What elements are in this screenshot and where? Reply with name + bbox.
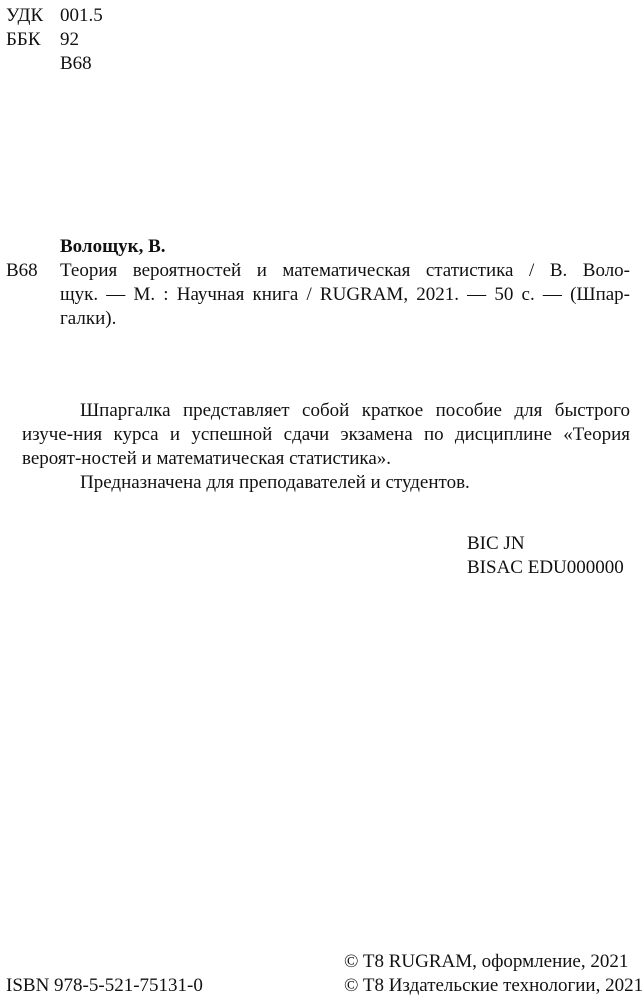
- copyright-line: © T8 RUGRAM, оформление, 2021: [344, 951, 629, 972]
- annotation: [22, 399, 630, 495]
- annotation-audience: Предназначена для преподавателей и студентов.: [80, 472, 470, 493]
- bisac-code: BISAC EDU000000: [467, 557, 624, 578]
- record-line: щук. — М. : Научная книга / RUGRAM, 2021. — 50 с. — (Шпар-: [60, 284, 630, 305]
- author-name: Волощук, В.: [60, 236, 166, 257]
- bic-code: BIC JN: [467, 533, 525, 554]
- subject-codes: [467, 532, 624, 580]
- copyright-line: © T8 Издательские технологии, 2021: [344, 975, 644, 996]
- udk-value: 001.5: [60, 5, 103, 26]
- author-mark: В68: [60, 53, 92, 74]
- udk-label: УДК: [6, 5, 44, 26]
- record-code: В68: [6, 260, 38, 281]
- copyright-block: [344, 950, 643, 998]
- isbn: ISBN 978-5-521-75131-0: [6, 975, 203, 996]
- annotation-line: Шпаргалка представляет собой краткое пособие для быстрого: [80, 400, 630, 421]
- record-line: галки).: [60, 308, 117, 329]
- bbk-value: 92: [60, 29, 79, 50]
- record-description: [60, 259, 630, 331]
- annotation-line: изуче-ния курса и успешной сдачи экзамена по дисциплине «Теория: [22, 424, 630, 445]
- record-line: Теория вероятностей и математическая статистика / В. Воло-: [60, 260, 630, 281]
- bbk-label: ББК: [6, 29, 41, 50]
- annotation-line: вероят-ностей и математическая статистика».: [22, 448, 391, 469]
